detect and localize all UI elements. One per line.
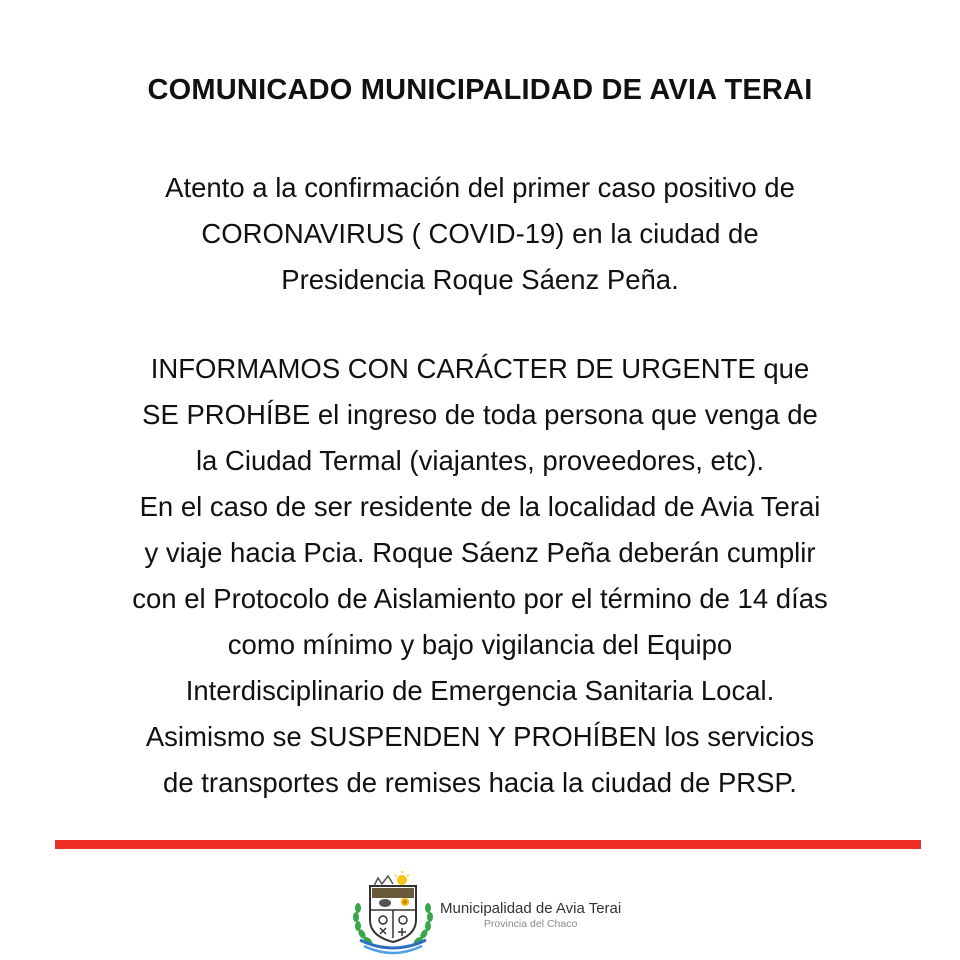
paragraph-line: INFORMAMOS CON CARÁCTER DE URGENTE que bbox=[150, 353, 810, 384]
paragraph-line: Presidencia Roque Sáenz Peña. bbox=[281, 264, 679, 295]
paragraph-line: Interdisciplinario de Emergencia Sanitaria Local. bbox=[185, 675, 775, 706]
paragraph-line: SE PROHÍBE el ingreso de toda persona que venga de bbox=[142, 399, 818, 430]
paragraph-line: con el Protocolo de Aislamiento por el término de 14 días bbox=[132, 583, 828, 614]
paragraph-line: y viaje hacia Pcia. Roque Sáenz Peña deberán cumplir bbox=[144, 537, 816, 568]
municipal-crest-icon bbox=[350, 870, 436, 956]
org-name: Municipalidad de Avia Terai bbox=[440, 899, 622, 917]
paragraph-line: En el caso de ser residente de la localidad de Avia Terai bbox=[139, 491, 821, 522]
document-title: COMUNICADO MUNICIPALIDAD DE AVIA TERAI bbox=[147, 74, 813, 106]
red-divider bbox=[55, 840, 921, 849]
paragraph-announcement bbox=[30, 165, 930, 303]
paragraph-line: como mínimo y bajo vigilancia del Equipo bbox=[227, 629, 733, 660]
paragraph-line: la Ciudad Termal (viajantes, proveedores, etc). bbox=[195, 445, 765, 476]
org-subtitle: Provincia del Chaco bbox=[483, 917, 578, 930]
paragraph-line: de transportes de remises hacia la ciudad de PRSP. bbox=[163, 767, 797, 798]
paragraph-line: Asimismo se SUSPENDEN Y PROHÍBEN los servicios bbox=[145, 721, 815, 752]
paragraph-line: CORONAVIRUS ( COVID-19) en la ciudad de bbox=[201, 218, 759, 249]
footer-branding bbox=[350, 868, 621, 958]
footer-text bbox=[440, 900, 621, 931]
paragraph-measures bbox=[30, 346, 930, 806]
paragraph-line: Atento a la confirmación del primer caso positivo de bbox=[165, 172, 795, 203]
